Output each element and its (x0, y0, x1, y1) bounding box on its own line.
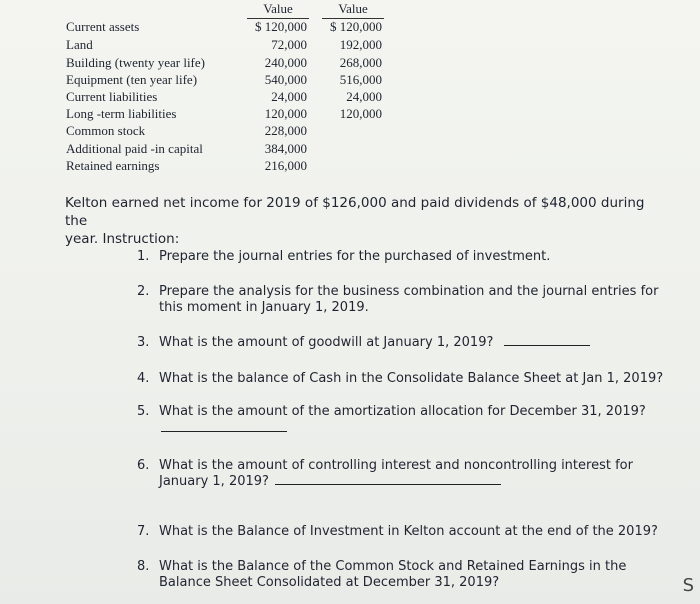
question-text: What is the Balance of Investment in Kelton account at the end of the 2019? (159, 524, 658, 539)
answer-blank (275, 484, 501, 485)
row-value-1: 120,000 (264, 106, 307, 121)
row-value-2: 24,000 (346, 89, 382, 104)
table-row (0, 105, 700, 122)
table-row (0, 122, 700, 139)
table-row (0, 157, 700, 174)
question-number: 2. (137, 284, 150, 299)
question-number: 3. (137, 335, 150, 350)
row-value-1: 240,000 (264, 55, 307, 70)
row-label: Equipment (ten year life) (66, 72, 198, 87)
question-text: Balance Sheet Consolidated at December 31, 2019? (159, 575, 500, 590)
row-value-1: 72,000 (271, 37, 307, 52)
answer-blank (504, 345, 590, 346)
row-label: Retained earnings (66, 158, 160, 173)
row-label: Building (twenty year life) (66, 55, 205, 70)
question-text (159, 335, 590, 351)
table-row (0, 88, 700, 105)
column-header-value-1 (247, 1, 309, 19)
row-value-1: 216,000 (264, 158, 307, 173)
column-header-label: Value (338, 1, 368, 16)
row-label: Land (66, 37, 93, 52)
question-text (159, 474, 501, 490)
table-row (0, 140, 700, 157)
row-value-1: $ 120,000 (255, 19, 307, 34)
row-value-1: 540,000 (264, 72, 307, 87)
row-value-2: 268,000 (339, 55, 382, 70)
question-text: What is the amount of the amortization allocation for December 31, 2019? (159, 404, 646, 419)
row-label: Long -term liabilities (66, 106, 177, 121)
statement-line: Kelton earned net income for 2019 of $126,000 and paid dividends of $48,000 during the (65, 195, 645, 229)
row-label: Common stock (66, 123, 146, 138)
row-label: Current assets (66, 19, 140, 34)
row-value-2: 516,000 (339, 72, 382, 87)
table-row (0, 18, 700, 35)
column-header-label: Value (263, 1, 293, 16)
row-label: Additional paid -in capital (66, 141, 203, 156)
question-number: 5. (137, 404, 150, 419)
question-text: this moment in January 1, 2019. (159, 300, 369, 315)
question-number: 4. (137, 371, 150, 386)
question-text: Prepare the journal entries for the purchased of investment. (159, 249, 551, 264)
question-text-body: January 1, 2019? (159, 474, 269, 489)
question-number: 7. (137, 524, 150, 539)
question-number: 6. (137, 458, 150, 473)
answer-blank (161, 431, 287, 432)
row-value-2: 120,000 (339, 106, 382, 121)
question-text-body: What is the amount of goodwill at January 1, 2019? (159, 335, 494, 350)
question-text: Prepare the analysis for the business combination and the journal entries for (159, 284, 659, 299)
row-value-2: 192,000 (339, 37, 382, 52)
question-text: What is the amount of controlling interest and noncontrolling interest for (159, 458, 633, 473)
row-value-2: $ 120,000 (330, 19, 382, 34)
question-number: 1. (137, 249, 150, 264)
question-text: What is the Balance of the Common Stock and Retained Earnings in the (159, 559, 627, 574)
table-row (0, 71, 700, 88)
question-number: 8. (137, 559, 150, 574)
table-row (0, 36, 700, 53)
statement-paragraph (65, 194, 665, 248)
row-value-1: 384,000 (264, 141, 307, 156)
statement-line: year. Instruction: (65, 231, 180, 247)
corner-mark: S (682, 575, 694, 596)
question-text: What is the balance of Cash in the Consolidate Balance Sheet at Jan 1, 2019? (159, 371, 664, 386)
table-row (0, 54, 700, 71)
row-label: Current liabilities (66, 89, 158, 104)
row-value-1: 24,000 (271, 89, 307, 104)
row-value-1: 228,000 (264, 123, 307, 138)
column-header-value-2 (322, 1, 384, 19)
